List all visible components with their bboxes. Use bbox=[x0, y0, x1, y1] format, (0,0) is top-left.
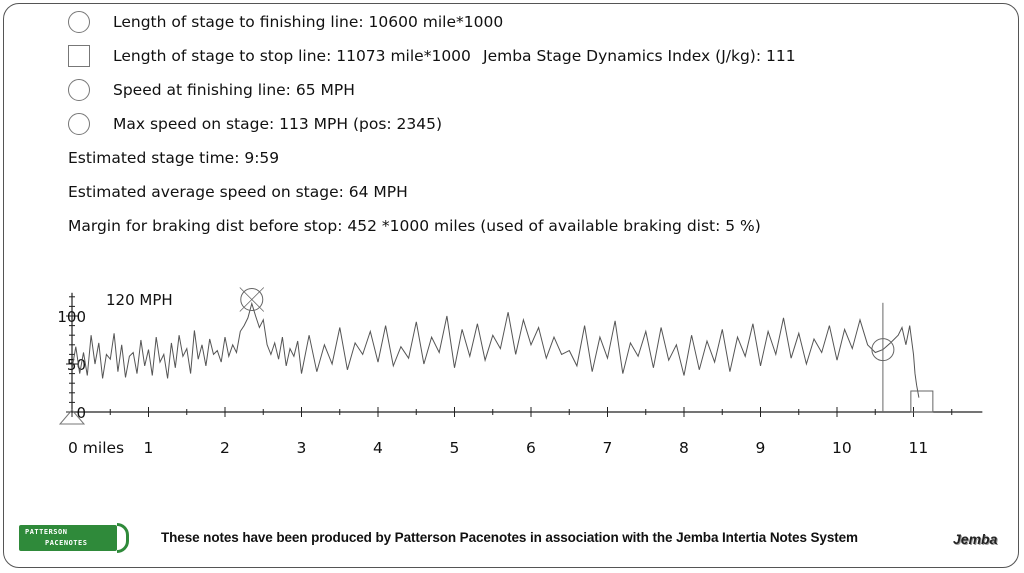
stage-time-text: Estimated stage time: 9:59 bbox=[68, 149, 280, 167]
braking-margin-text: Margin for braking dist before stop: 452 *1000 miles (used of available braking dist: 5 %) bbox=[68, 217, 761, 235]
logo-left-line2: PACENOTES bbox=[45, 539, 88, 547]
patterson-pacenotes-logo bbox=[19, 523, 131, 553]
x-tick-label: 10 bbox=[832, 439, 852, 457]
x-tick-label: 1 bbox=[143, 439, 154, 457]
jemba-logo: Jemba bbox=[953, 531, 998, 547]
x-tick-label: 9 bbox=[755, 439, 766, 457]
x-tick-label: 3 bbox=[296, 439, 307, 457]
x-tick-label: 2 bbox=[220, 439, 230, 457]
finish-length-text: Length of stage to finishing line: 10600 mile*1000 bbox=[113, 13, 504, 31]
dynamics-index-text: Jemba Stage Dynamics Index (J/kg): 111 bbox=[483, 47, 796, 65]
avg-speed-text: Estimated average speed on stage: 64 MPH bbox=[68, 183, 408, 201]
footer-note: These notes have been produced by Patterson Pacenotes in association with the Jemba Intertia Notes System bbox=[161, 530, 858, 545]
x-tick-label: 5 bbox=[449, 439, 460, 457]
x-tick-label: 6 bbox=[526, 439, 536, 457]
x-tick-label: 0 miles bbox=[68, 439, 125, 457]
max-speed-text: Max speed on stage: 113 MPH (pos: 2345) bbox=[113, 115, 443, 133]
y-max-label: 120 MPH bbox=[106, 290, 173, 309]
x-tick-label: 8 bbox=[679, 439, 689, 457]
y-tick-label: 100 bbox=[57, 308, 86, 326]
x-tick-label: 11 bbox=[908, 439, 929, 457]
x-tick-label: 7 bbox=[602, 439, 613, 457]
speed-series-line bbox=[72, 304, 919, 398]
x-tick-label: 4 bbox=[373, 439, 383, 457]
y-tick-label: 50 bbox=[66, 356, 86, 374]
stop-length-text: Length of stage to stop line: 11073 mile*1000 bbox=[113, 47, 471, 65]
y-tick-label: 0 bbox=[76, 404, 86, 422]
finish-speed-text: Speed at finishing line: 65 MPH bbox=[113, 81, 355, 99]
logo-left-line1: PATTERSON bbox=[25, 528, 68, 536]
stop-square-marker bbox=[911, 391, 933, 412]
